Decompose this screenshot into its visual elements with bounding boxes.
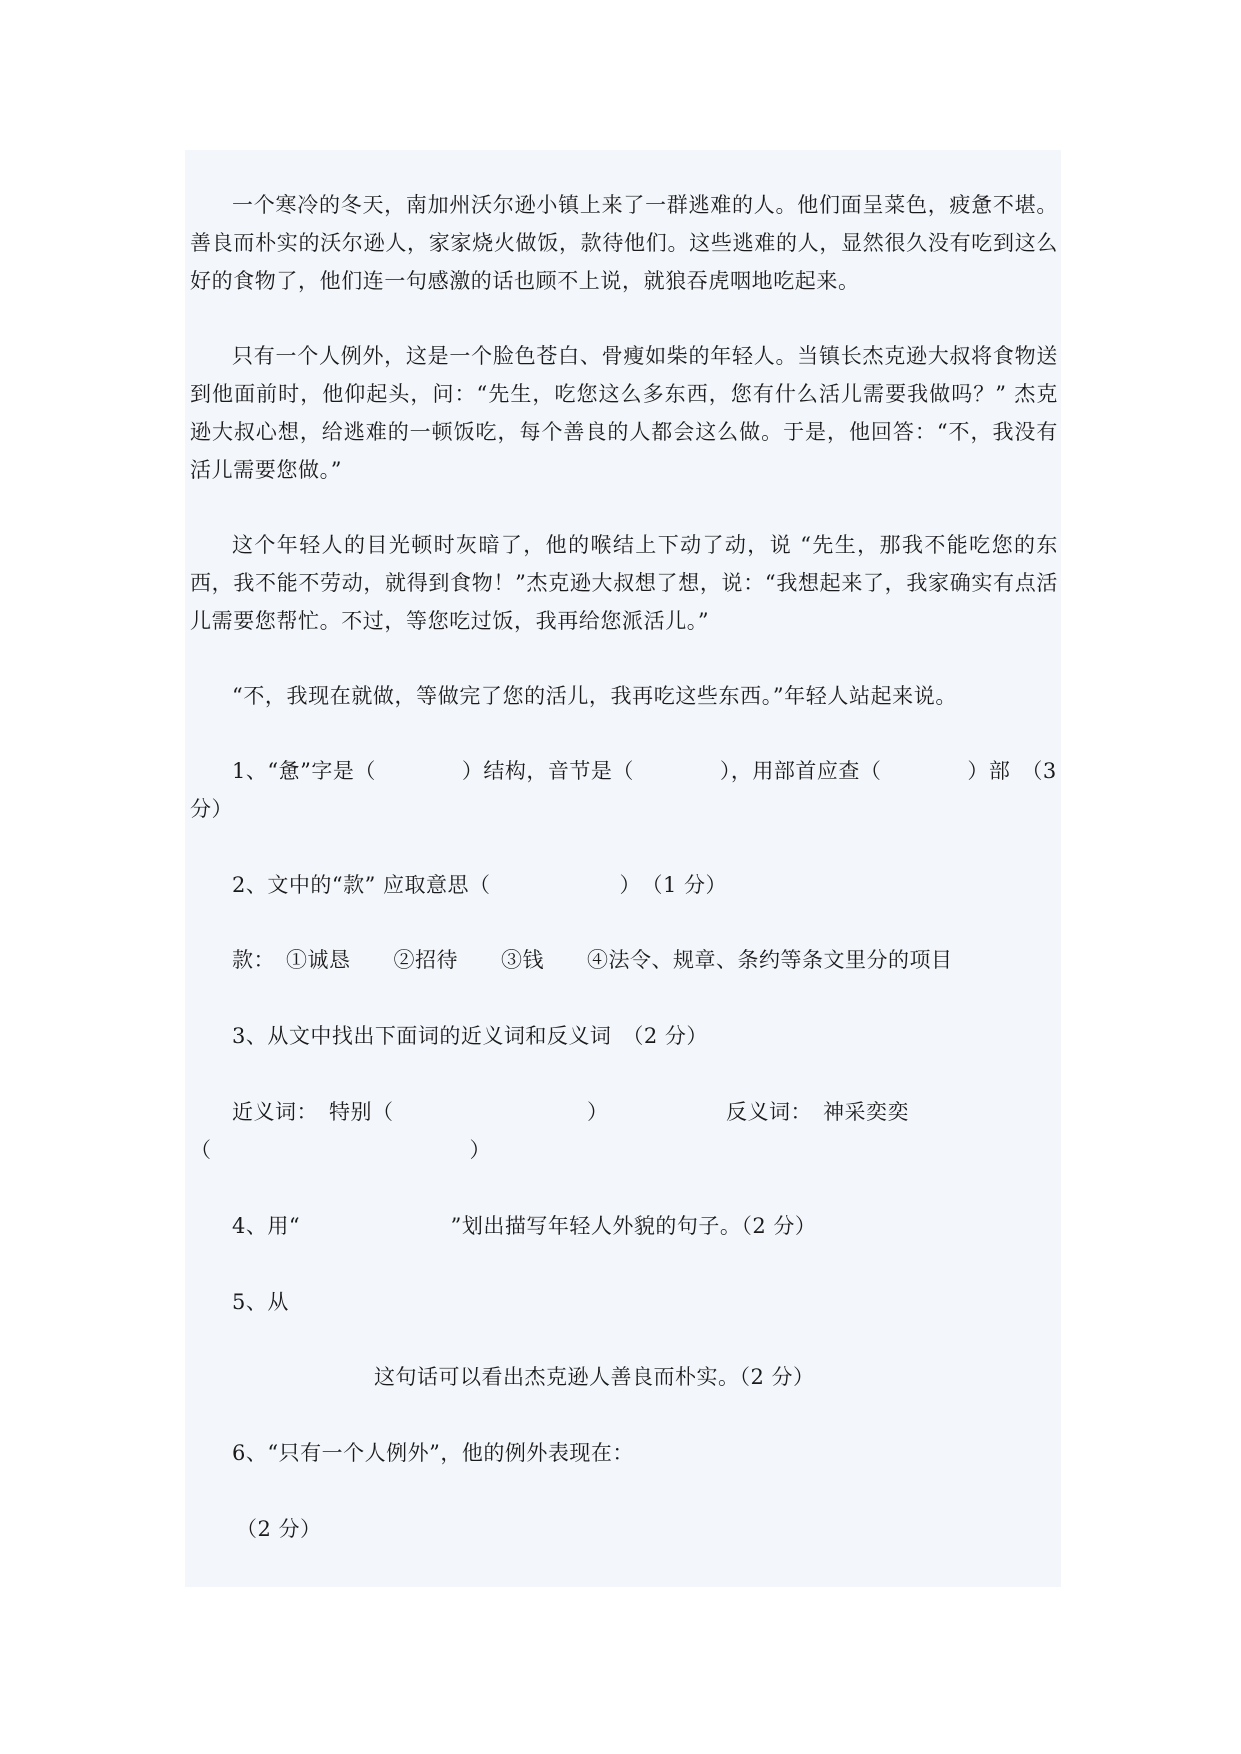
- question-3-synonym: 近义词： 特别（ ）: [232, 1100, 609, 1124]
- question-3-antonym: 反义词： 神采奕奕: [726, 1100, 909, 1124]
- passage-paragraph-4: “不，我现在就做，等做完了您的活儿，我再吃这些东西。”年轻人站起来说。: [232, 684, 957, 708]
- question-1: 1、“惫”字是（ ）结构，音节是（ ），用部首应查（ ）部 （3: [232, 759, 1057, 783]
- question-3: 3、从文中找出下面词的近义词和反义词 （2 分）: [232, 1024, 708, 1048]
- question-1-continued: 分）: [190, 797, 233, 821]
- question-5: 5、从: [232, 1290, 289, 1314]
- passage-paragraph-1: 一个寒冷的冬天，南加州沃尔逊小镇上来了一群逃难的人。他们面呈菜色，疲惫不堪。善良而朴实的沃尔逊人，家家烧火做饭，款待他们。这些逃难的人，显然很久没有吃到这么好的食物了，他们连一句感激的话也顾不上说，就狼吞虎咽地吃起来。: [190, 193, 1058, 293]
- question-2: 2、文中的“款” 应取意思（ ） （1 分）: [232, 873, 728, 897]
- question-6-score: （2 分）: [236, 1517, 322, 1541]
- question-4: 4、用“ ”划出描写年轻人外貌的句子。（2 分）: [232, 1214, 817, 1238]
- question-2-options: 款： ①诚恳 ②招待 ③钱 ④法令、规章、条约等条文里分的项目: [232, 948, 953, 972]
- question-5-continued: 这句话可以看出杰克逊人善良而朴实。（2 分）: [374, 1365, 815, 1389]
- question-3-antonym-blank: （ ）: [190, 1138, 491, 1162]
- question-6: 6、“只有一个人例外”，他的例外表现在：: [232, 1441, 634, 1465]
- passage-paragraph-3: 这个年轻人的目光顿时灰暗了，他的喉结上下动了动，说 “先生，那我不能吃您的东西，我不能不劳动，就得到食物！”杰克逊大叔想了想，说：“我想起来了，我家确实有点活儿需要您帮忙。不过，等您吃过饭，我再给您派活儿。”: [190, 533, 1058, 633]
- passage-paragraph-2: 只有一个人例外，这是一个脸色苍白、骨瘦如柴的年轻人。当镇长杰克逊大叔将食物送到他面前时，他仰起头，问：“先生，吃您这么多东西，您有什么活儿需要我做吗？” 杰克逊大叔心想，给逃难的一顿饭吃，每个善良的人都会这么做。于是，他回答：“不，我没有活儿需要您做。”: [190, 344, 1058, 482]
